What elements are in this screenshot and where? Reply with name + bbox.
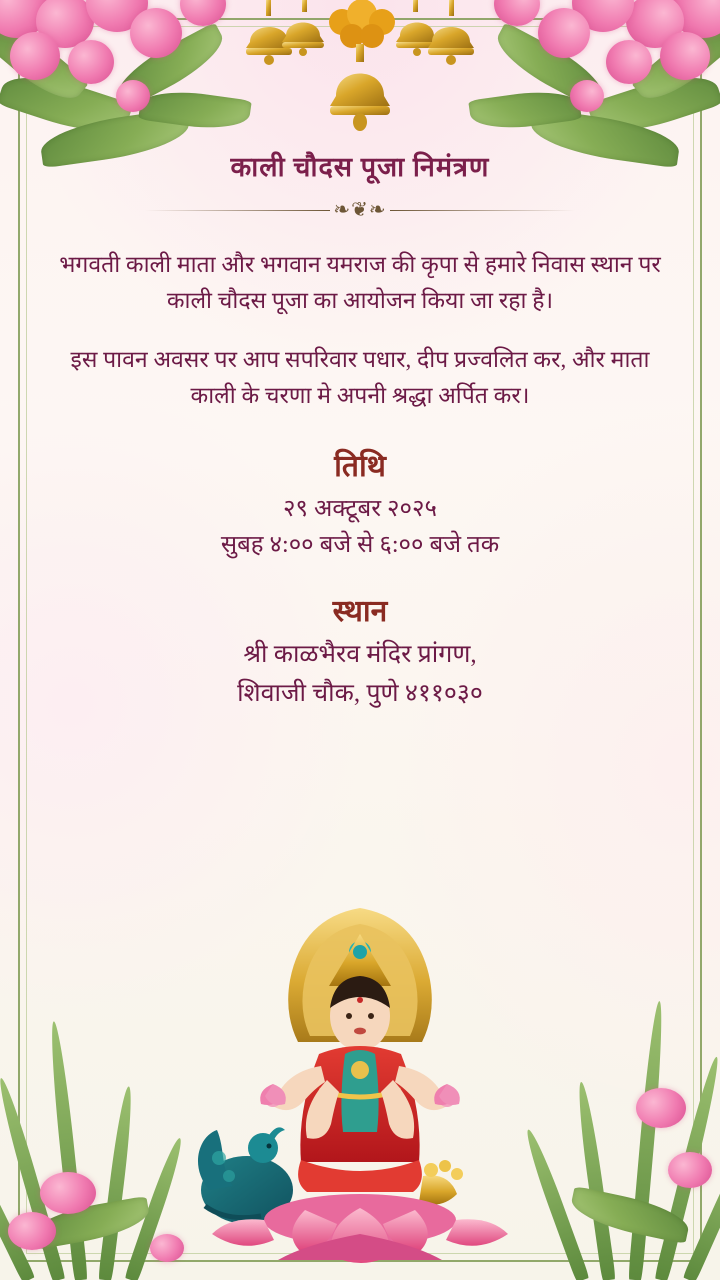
goddess-lakshmi-on-lotus-icon (195, 890, 525, 1280)
lotus-flower-icon (434, 1084, 460, 1107)
date-block (46, 444, 674, 563)
green-leaf-icon (489, 22, 612, 110)
venue-line-2: शिवाजी चौक, पुणे ४११०३० (237, 680, 483, 708)
venue-block (46, 589, 674, 714)
green-leaf-icon (587, 64, 720, 144)
lotus-blossom-icon (668, 1152, 712, 1188)
bougainvillea-blossom-icon (130, 8, 182, 58)
bougainvillea-blossom-icon (572, 0, 634, 32)
temple-bell-icon (210, 0, 510, 140)
venue-line-1: श्री काळभैरव मंदिर प्रांगण, (243, 641, 477, 669)
green-leaf-icon (0, 64, 133, 144)
bougainvillea-blossom-icon (0, 0, 49, 38)
bougainvillea-blossom-icon (180, 0, 226, 26)
venue-heading: स्थान (332, 595, 388, 629)
lotus-blossom-icon (150, 1234, 184, 1262)
divider-ornament-icon: ❧❦❧ (333, 199, 387, 222)
gold-coins-icon (419, 1160, 463, 1205)
time-value: सुबह ४:०० बजे से ६:०० बजे तक (220, 532, 500, 559)
bougainvillea-blossom-icon (660, 32, 710, 80)
invitation-title: काली चौदस पूजा निमंत्रण (230, 152, 490, 182)
green-leaf-icon (0, 1076, 66, 1280)
green-leaf-icon (522, 1127, 590, 1280)
green-leaf-icon (631, 12, 720, 112)
green-leaf-icon (574, 1081, 616, 1280)
bougainvillea-blossom-icon (570, 80, 604, 112)
lotus-blossom-icon (40, 1172, 96, 1214)
date-value: २९ अक्टूबर २०२५ (283, 496, 437, 523)
bougainvillea-blossom-icon (68, 40, 114, 84)
temple-bells-decoration (210, 0, 510, 140)
green-leaf-icon (628, 1000, 666, 1280)
green-leaf-icon (468, 86, 582, 135)
divider-line-right (390, 210, 575, 211)
goddess-lakshmi-illustration (195, 890, 525, 1280)
green-leaf-icon (47, 1021, 88, 1280)
bougainvillea-blossom-icon (626, 0, 684, 48)
invitation-content (46, 150, 674, 714)
lotus-blossom-icon (8, 1212, 56, 1250)
lotus-blossom-icon (636, 1088, 686, 1128)
date-heading: तिथि (334, 450, 386, 484)
green-leaf-icon (98, 1086, 136, 1280)
green-leaf-icon (0, 1151, 35, 1280)
bougainvillea-blossom-icon (494, 0, 540, 26)
green-leaf-icon (0, 12, 89, 112)
green-leaf-icon (654, 1055, 720, 1280)
green-leaf-icon (138, 86, 252, 135)
bougainvillea-blossom-icon (671, 0, 720, 38)
bougainvillea-blossom-icon (86, 0, 148, 32)
bougainvillea-blossom-icon (10, 32, 60, 80)
bougainvillea-blossom-icon (538, 8, 590, 58)
green-leaf-icon (28, 1196, 152, 1250)
divider-line-left (145, 210, 330, 211)
title-divider (145, 199, 575, 221)
lotus-flower-icon (260, 1084, 286, 1107)
bougainvillea-blossom-icon (606, 40, 652, 84)
green-leaf-icon (683, 1140, 720, 1280)
green-leaf-icon (124, 1136, 186, 1280)
invitation-paragraph-1: भगवती काली माता और भगवान यमराज की कृपा से हमारे निवास स्थान पर काली चौदस पूजा का आयोजन किया जा रहा है। (59, 252, 661, 314)
bougainvillea-blossom-icon (116, 80, 150, 112)
green-leaf-icon (109, 22, 232, 110)
bougainvillea-blossom-icon (36, 0, 94, 48)
invitation-paragraph-2: इस पावन अवसर पर आप सपरिवार पधार, दीप प्रज्वलित कर, और माता काली के चरणा मे अपनी श्रद्धा अर्पित कर। (70, 346, 650, 409)
green-leaf-icon (568, 1186, 692, 1244)
